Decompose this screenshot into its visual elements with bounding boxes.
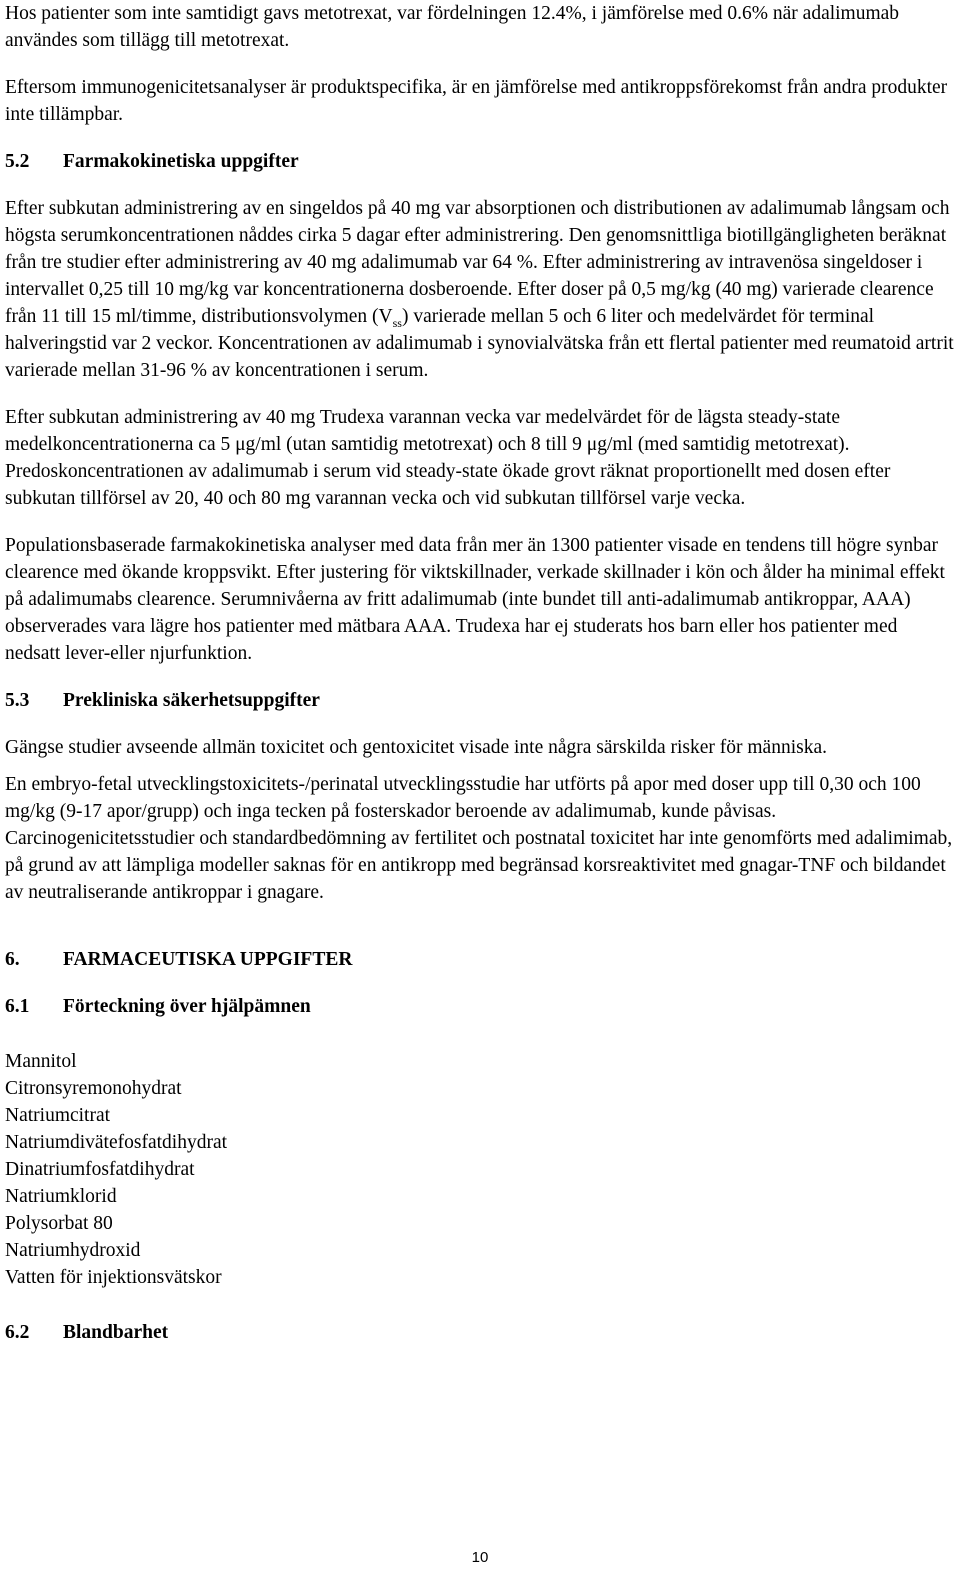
list-item: Natriumklorid: [5, 1186, 117, 1207]
preclinical-paragraph-1: Gängse studier avseende allmän toxicitet och gentoxicitet visade inte några särskilda risker för människa.: [5, 737, 827, 758]
section-number: 5.2: [5, 151, 30, 172]
section-number: 6.2: [5, 1322, 30, 1343]
section-title: Blandbarhet: [63, 1322, 169, 1343]
list-item: Citronsyremonohydrat: [5, 1078, 182, 1099]
section-6-2-heading: [5, 1319, 955, 1346]
section-title: Farmakokinetiska uppgifter: [63, 151, 299, 172]
list-item: Mannitol: [5, 1051, 77, 1072]
preclinical-paragraph-2: En embryo-fetal utvecklingstoxicitets-/perinatal utvecklingsstudie har utförts på apor med doser upp till 0,30 och 100 mg/kg (9-17 apor/grupp) och inga tecken på fosterskador beroende av adalimumab, kunde påvisas. Carcinogenicitetsstudier och standardbedömning av fertilitet och postnatal toxicitet har inte genomförts med adalimimab, på grund av att lämpliga modeller saknas för en antikropp med begränsad korsreaktivitet med gnagar-TNF och bildandet av neutraliserande antikroppar i gnagare.: [5, 774, 953, 903]
section-5-3-heading: [5, 687, 955, 714]
page-number: 10: [471, 1549, 489, 1566]
list-item: Natriumcitrat: [5, 1105, 111, 1126]
subscript-ss: ss: [392, 315, 402, 330]
list-item: Polysorbat 80: [5, 1213, 113, 1234]
section-number: 6.1: [5, 996, 30, 1017]
intro-paragraph-2: Eftersom immunogenicitetsanalyser är produktspecifika, är en jämförelse med antikroppsförekomst från andra produkter inte tillämpbar.: [5, 77, 948, 125]
section-6-1-heading: [5, 993, 955, 1020]
document-page: [5, 0, 955, 1346]
section-5-2-heading: [5, 148, 955, 175]
section-number: 5.3: [5, 690, 30, 711]
section-title: FARMACEUTISKA UPPGIFTER: [63, 949, 353, 970]
section-title: Förteckning över hjälpämnen: [63, 996, 311, 1017]
list-item: Natriumdivätefosfatdihydrat: [5, 1132, 228, 1153]
pk-paragraph-1-part-b: ) varierade mellan 5 och 6 liter och medelvärdet för terminal halveringstid var 2 veckor. Koncentrationen av adalimumab i synovialvätska från ett flertal patienter med reumatoid artrit varierade mellan 31-96 % av koncentrationen i serum.: [5, 306, 954, 381]
list-item: Dinatriumfosfatdihydrat: [5, 1159, 195, 1180]
pk-paragraph-1: [5, 195, 955, 384]
section-6-heading: [5, 946, 955, 973]
pk-paragraph-3: Populationsbaserade farmakokinetiska analyser med data från mer än 1300 patienter visade en tendens till högre synbar clearence med ökande kroppsvikt. Efter justering för viktskillnader, verkade skillnader i kön och ålder ha minimal effekt på adalimumabs clearence. Serumnivåerna av fritt adalimumab (inte bundet till anti-adalimumab antikroppar, AAA) observerades vara lägre hos patienter med mätbara AAA. Trudexa har ej studerats hos barn eller hos patienter med nedsatt lever-eller njurfunktion.: [5, 535, 945, 664]
section-title: Prekliniska säkerhetsuppgifter: [63, 690, 320, 711]
list-item: Vatten för injektionsvätskor: [5, 1267, 222, 1288]
list-item: Natriumhydroxid: [5, 1240, 141, 1261]
pk-paragraph-1-part-a: Efter subkutan administrering av en singeldos på 40 mg var absorptionen och distributionen av adalimumab långsam och högsta serumkoncentrationen nåddes cirka 5 dagar efter administrering. Den genomsnittliga biotillgängligheten beräknat från tre studier efter administrering av 40 mg adalimumab var 64 %. Efter administrering av intravenösa singeldoser i intervallet 0,25 till 10 mg/kg var koncentrationerna dosberoende. Efter doser på 0,5 mg/kg (40 mg) varierade clearence från 11 till 15 ml/timme, distributionsvolymen (V: [5, 198, 950, 327]
pk-paragraph-2: Efter subkutan administrering av 40 mg Trudexa varannan vecka var medelvärdet för de lägsta steady-state medelkoncentrationerna ca 5 μg/ml (utan samtidig metotrexat) och 8 till 9 μg/ml (med samtidig metotrexat). Predoskoncentrationen av adalimumab i serum vid steady-state ökade grovt räknat proportionellt med dosen efter subkutan tillförsel av 20, 40 och 80 mg varannan vecka och vid subkutan tillförsel varje vecka.: [5, 407, 891, 509]
section-number: 6.: [5, 949, 20, 970]
excipient-list: [5, 1048, 955, 1291]
intro-paragraph-1: Hos patienter som inte samtidigt gavs metotrexat, var fördelningen 12.4%, i jämförelse med 0.6% när adalimumab användes som tillägg till metotrexat.: [5, 3, 900, 51]
